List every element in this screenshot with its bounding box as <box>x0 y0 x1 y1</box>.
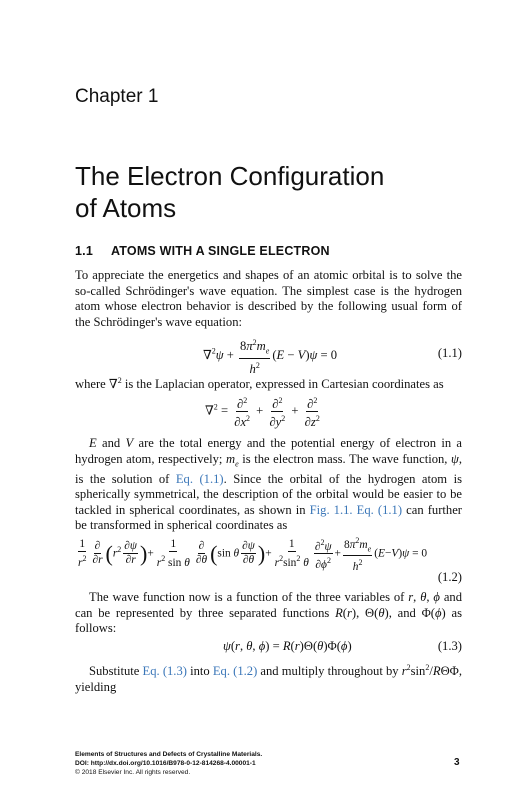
p4-end: as follows: <box>75 605 463 636</box>
section-number: 1.1 <box>75 244 93 258</box>
equation-number: (1.2) <box>437 570 462 584</box>
equation-laplacian <box>75 390 462 428</box>
chapter-title-line-1: The Electron Configuration <box>75 161 385 191</box>
section-heading <box>75 244 330 258</box>
footer <box>75 750 462 777</box>
section-title: ATOMS WITH A SINGLE ELECTRON <box>110 244 330 258</box>
equation-1-3 <box>75 639 462 657</box>
chapter-title <box>75 160 384 224</box>
equation-1-2-body: $\frac{1}{r^2}$ $\frac{\partial}{\partial r}$ ($r^2$ $\frac{\partial\psi}{\partial r}$ )+ $\frac{1}{r^2 \sin \theta}$ $\frac{\partial}{\partial\theta}$ (sin θ $\frac{\partial\psi}{\partial\theta}$ )+ $\frac{1}{r^2\sin^2 \theta}$ $\frac{\partial^2\psi}{\partial\phi^2}$ + $\frac{8\pi^2m_e}{h^2}$ (E−V)ψ = 0 <box>78 536 428 573</box>
equation-number: (1.1) <box>437 346 462 360</box>
p4-pre: The wave function now is a function of the three variables of <box>89 590 405 604</box>
link-eq-1-3[interactable]: Eq. (1.3) <box>142 664 187 679</box>
paragraph-intro: To appreciate the energetics and shapes of an atomic orbital is to solve the so-called Schrödinger's wave equation. The simplest case is the hydrogen atom whose electron behavior is described by the following usual form of the Schrödinger's wave equation: <box>75 268 462 329</box>
equation-1-3-body: ψ(r, θ, ϕ) = R(r)Θ(θ)Φ(ϕ) <box>223 639 352 653</box>
link-eq-1-1b[interactable]: Eq. (1.1) <box>356 502 403 517</box>
paragraph-laplacian: where ∇$^2$ is the Laplacian operator, expressed in Cartesian coordinates as <box>75 376 444 392</box>
equation-1-1-body: ∇$^2$ψ + $\frac{8\pi^2m_e}{h^2}$ (E − V)ψ = 0 <box>203 338 338 376</box>
chapter-title-line-2: of Atoms <box>75 193 177 223</box>
chapter-label: Chapter 1 <box>75 86 159 107</box>
paragraph-energy: E and V are the total energy and the potential energy of electron in a hydrogen atom, respectively; $m_e$ is the electron mass. The wave function, ψ, is the solution of Eq. (1.1). Since the orbital of the hydrogen atom is spherically symmetrical, the description of the orbital would be easier to be tackled in spherical coordinates, as shown in Fig. 1.1. Eq. (1.1) can further be transformed in spherical coordinates as <box>75 436 463 533</box>
paragraph-substitute: Substitute Eq. (1.3) into Eq. (1.2) and multiply throughout by $r^2\sin^2$/RΘΦ, yielding <box>75 663 463 694</box>
p4-mid: and can be represented by three separated functions <box>75 590 462 620</box>
laplacian-text: is the Laplacian operator, expressed in Cartesian coordinates as <box>124 377 444 392</box>
footer-copyright: © 2018 Elsevier Inc. All rights reserved. <box>75 769 191 776</box>
page-number: 3 <box>454 757 460 768</box>
footer-book: Elements of Structures and Defects of Crystalline Materials. <box>75 751 263 758</box>
link-eq-1-1[interactable]: Eq. (1.1) <box>175 471 224 486</box>
paragraph-wave-function: The wave function now is a function of the three variables of r, θ, ϕ and can be represented by three separated functions R(r), Θ(θ), and Φ(ϕ) as follows: <box>75 590 463 636</box>
equation-number: (1.3) <box>437 639 462 653</box>
equation-1-2 <box>75 530 462 586</box>
laplacian-body: ∇$^2$ = $\frac{\partial^2}{\partial x^2}$ + $\frac{\partial^2}{\partial y^2}$ + $\frac{\partial^2}{\partial z^2}$ <box>205 396 320 430</box>
footer-doi[interactable]: DOI: http://dx.doi.org/10.1016/B978-0-12-814268-4.00001-1 <box>75 760 256 767</box>
link-fig-1-1[interactable]: Fig. 1.1. <box>309 502 353 517</box>
link-eq-1-2[interactable]: Eq. (1.2) <box>212 664 258 679</box>
equation-1-1 <box>75 332 462 376</box>
